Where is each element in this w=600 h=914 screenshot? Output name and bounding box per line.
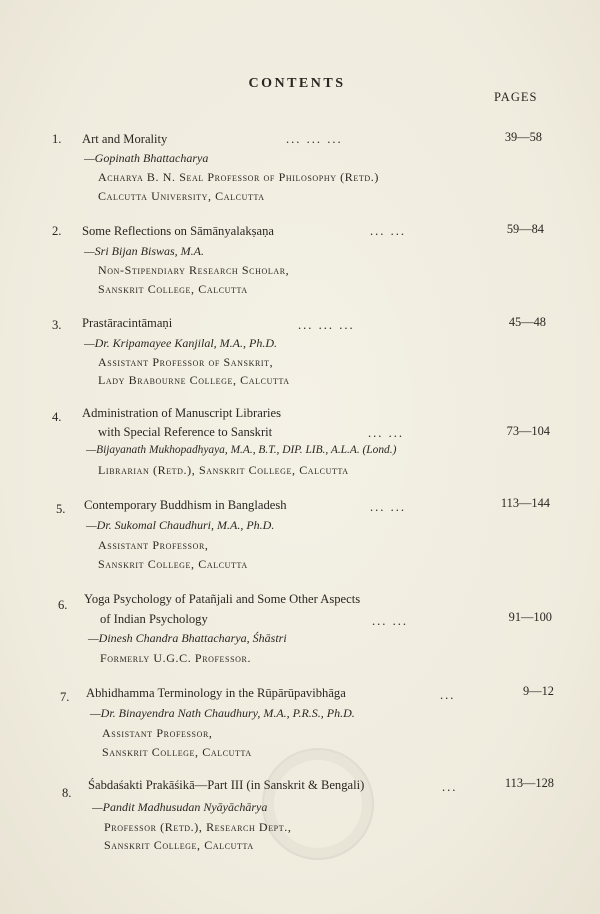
entry-title: Śabdaśakti Prakāśikā—Part III (in Sanskrit & Bengali) bbox=[88, 778, 365, 792]
entry-author: —Dr. Binayendra Nath Chaudhury, M.A., P.R.S., Ph.D. bbox=[90, 706, 355, 720]
entry-author: —Dr. Kripamayee Kanjilal, M.A., Ph.D. bbox=[84, 336, 277, 350]
entry-pages: 73—104 bbox=[506, 424, 550, 438]
entry-number: 8. bbox=[62, 786, 72, 800]
entry-affiliation: Sanskrit College, Calcutta bbox=[98, 282, 248, 296]
entry-affiliation: Professor (Retd.), Research Dept., bbox=[104, 820, 292, 834]
entry-author: —Sri Bijan Biswas, M.A. bbox=[84, 244, 205, 258]
entry-affiliation: Assistant Professor, bbox=[98, 538, 209, 552]
entry-number: 4. bbox=[52, 410, 62, 424]
entry-affiliation: Sanskrit College, Calcutta bbox=[98, 557, 248, 571]
entry-affiliation: Sanskrit College, Calcutta bbox=[104, 838, 254, 852]
entry-pages: 113—144 bbox=[500, 496, 550, 510]
entry-affiliation: Lady Brabourne College, Calcutta bbox=[98, 373, 290, 387]
entry-number: 6. bbox=[58, 598, 68, 612]
entry-title: Abhidhamma Terminology in the Rūpārūpavibhāga bbox=[86, 686, 346, 700]
library-stamp-watermark bbox=[262, 748, 374, 860]
entry-author: —Dinesh Chandra Bhattacharya, Śhāstri bbox=[88, 631, 287, 645]
entry-pages: 113—128 bbox=[504, 776, 554, 790]
entry-author: —Pandit Madhusudan Nyāyāchārya bbox=[92, 800, 268, 814]
entry-author: —Dr. Sukomal Chaudhuri, M.A., Ph.D. bbox=[86, 518, 275, 532]
leader-dots: ... ... ... bbox=[298, 318, 355, 332]
leader-dots: ... ... bbox=[370, 500, 407, 514]
entry-affiliation: Assistant Professor of Sanskrit, bbox=[98, 355, 274, 369]
entry-affiliation: Librarian (Retd.), Sanskrit College, Calcutta bbox=[98, 463, 349, 477]
entry-title: Contemporary Buddhism in Bangladesh bbox=[84, 498, 287, 512]
entry-affiliation: Non-Stipendiary Research Scholar, bbox=[98, 263, 290, 277]
entry-author: —Bijayanath Mukhopadhyaya, M.A., B.T., DIP. LIB., A.L.A. (Lond.) bbox=[86, 444, 397, 456]
entry-title: Yoga Psychology of Patañjali and Some Other Aspects bbox=[84, 592, 361, 606]
entry-pages: 9—12 bbox=[523, 684, 554, 698]
entry-title: Some Reflections on Sāmānyalakṣaṇa bbox=[82, 224, 275, 238]
entry-number: 5. bbox=[56, 502, 66, 516]
entry-title: Prastāracintāmaṇi bbox=[82, 316, 173, 330]
entry-number: 1. bbox=[52, 132, 62, 146]
entry-pages: 59—84 bbox=[506, 222, 544, 236]
entry-pages: 45—48 bbox=[508, 315, 546, 329]
entry-author: —Gopinath Bhattacharya bbox=[84, 151, 209, 165]
leader-dots: ... ... bbox=[368, 426, 405, 440]
contents-heading: CONTENTS bbox=[248, 76, 346, 91]
leader-dots: ... bbox=[442, 780, 458, 794]
leader-dots: ... ... ... bbox=[286, 132, 343, 146]
entry-title: Art and Morality bbox=[82, 132, 168, 146]
entry-affiliation: Sanskrit College, Calcutta bbox=[102, 745, 252, 759]
entry-title-continued: with Special Reference to Sanskrit bbox=[98, 425, 273, 439]
leader-dots: ... bbox=[440, 688, 456, 702]
entry-affiliation: Acharya B. N. Seal Professor of Philosophy (Retd.) bbox=[98, 170, 379, 184]
leader-dots: ... ... bbox=[370, 224, 407, 238]
entry-title-continued: of Indian Psychology bbox=[100, 612, 208, 626]
entry-pages: 91—100 bbox=[508, 610, 552, 624]
leader-dots: ... ... bbox=[372, 614, 409, 628]
entry-number: 3. bbox=[52, 318, 62, 332]
entry-number: 7. bbox=[60, 690, 70, 704]
entry-affiliation: Calcutta University, Calcutta bbox=[98, 189, 265, 203]
entry-affiliation: Assistant Professor, bbox=[102, 726, 213, 740]
entry-title: Administration of Manuscript Libraries bbox=[82, 406, 282, 420]
entry-affiliation: Formerly U.G.C. Professor. bbox=[100, 651, 252, 665]
pages-column-heading: PAGES bbox=[494, 90, 538, 104]
entry-number: 2. bbox=[52, 224, 62, 238]
entry-pages: 39—58 bbox=[504, 130, 542, 144]
